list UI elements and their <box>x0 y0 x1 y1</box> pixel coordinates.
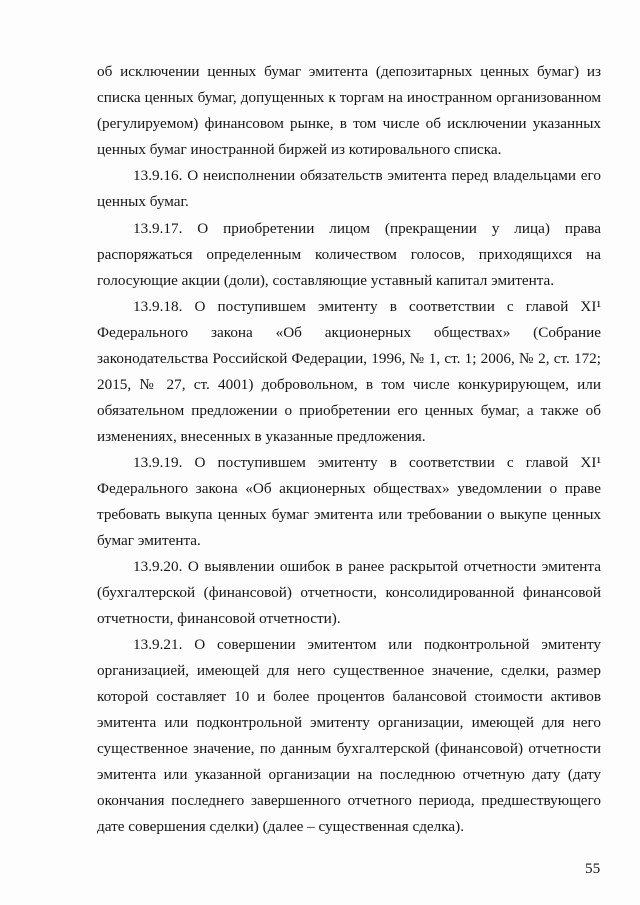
text-line: ценных бумаг. <box>97 193 189 210</box>
text-line: об исключении ценных бумаг эмитента (депозитарных ценных бумаг) из <box>97 63 601 80</box>
paragraph-start-13-9-20: 13.9.20. О выявлении ошибок в ранее раскрытой отчетности эмитента <box>133 558 601 575</box>
text-line: организацией, имеющей для него существенное значение, сделки, размер <box>97 662 601 679</box>
paragraph-start-13-9-18: 13.9.18. О поступившем эмитенту в соответствии с главой XI¹ <box>133 298 601 315</box>
text-line: обязательном предложении о приобретении его ценных бумаг, а также об <box>97 402 601 419</box>
paragraph-start-13-9-17: 13.9.17. О приобретении лицом (прекращении у лица) права <box>133 220 601 237</box>
text-line: 2015, № 27, ст. 4001) добровольном, в том числе конкурирующем, или <box>97 376 601 393</box>
page-number: 55 <box>585 860 601 877</box>
text-line: Федерального закона «Об акционерных обществах» уведомлении о праве <box>97 480 601 497</box>
paragraph-start-13-9-16: 13.9.16. О неисполнении обязательств эмитента перед владельцами его <box>133 167 601 184</box>
text-line: эмитента или подконтрольной эмитенту организации, имеющей для него <box>97 714 601 731</box>
text-line: списка ценных бумаг, допущенных к торгам на иностранном организованном <box>97 89 601 106</box>
text-line: бумаг эмитента. <box>97 532 201 549</box>
text-line: голосующие акции (доли), составляющие уставный капитал эмитента. <box>97 272 555 289</box>
text-line: ценных бумаг иностранной биржей из котировального списка. <box>97 141 502 158</box>
text-line: требовать выкупа ценных бумаг эмитента или требовании о выкупе ценных <box>97 506 601 523</box>
text-line: (регулируемом) финансовом рынке, в том числе об исключении указанных <box>97 115 601 132</box>
paragraph-start-13-9-19: 13.9.19. О поступившем эмитенту в соответствии с главой XI¹ <box>133 454 601 471</box>
text-line: изменениях, внесенных в указанные предложения. <box>97 428 426 445</box>
paragraph-start-13-9-21: 13.9.21. О совершении эмитентом или подконтрольной эмитенту <box>133 636 601 653</box>
text-line: Федерального закона «Об акционерных обществах» (Собрание <box>97 324 601 341</box>
text-line: отчетности, финансовой отчетности). <box>97 610 341 627</box>
text-line: дате совершения сделки) (далее – существенная сделка). <box>97 818 464 835</box>
text-line: (бухгалтерской (финансовой) отчетности, консолидированной финансовой <box>97 584 601 601</box>
text-line: которой составляет 10 и более процентов балансовой стоимости активов <box>97 688 601 705</box>
text-line: законодательства Российской Федерации, 1996, № 1, ст. 1; 2006, № 2, ст. 172; <box>97 350 601 367</box>
text-line: окончания последнего завершенного отчетного периода, предшествующего <box>97 792 601 809</box>
text-line: существенное значение, по данным бухгалтерской (финансовой) отчетности <box>97 740 601 757</box>
text-line: эмитента или указанной организации на последнюю отчетную дату (дату <box>97 766 601 783</box>
text-line: распоряжаться определенным количеством голосов, приходящихся на <box>97 246 601 263</box>
